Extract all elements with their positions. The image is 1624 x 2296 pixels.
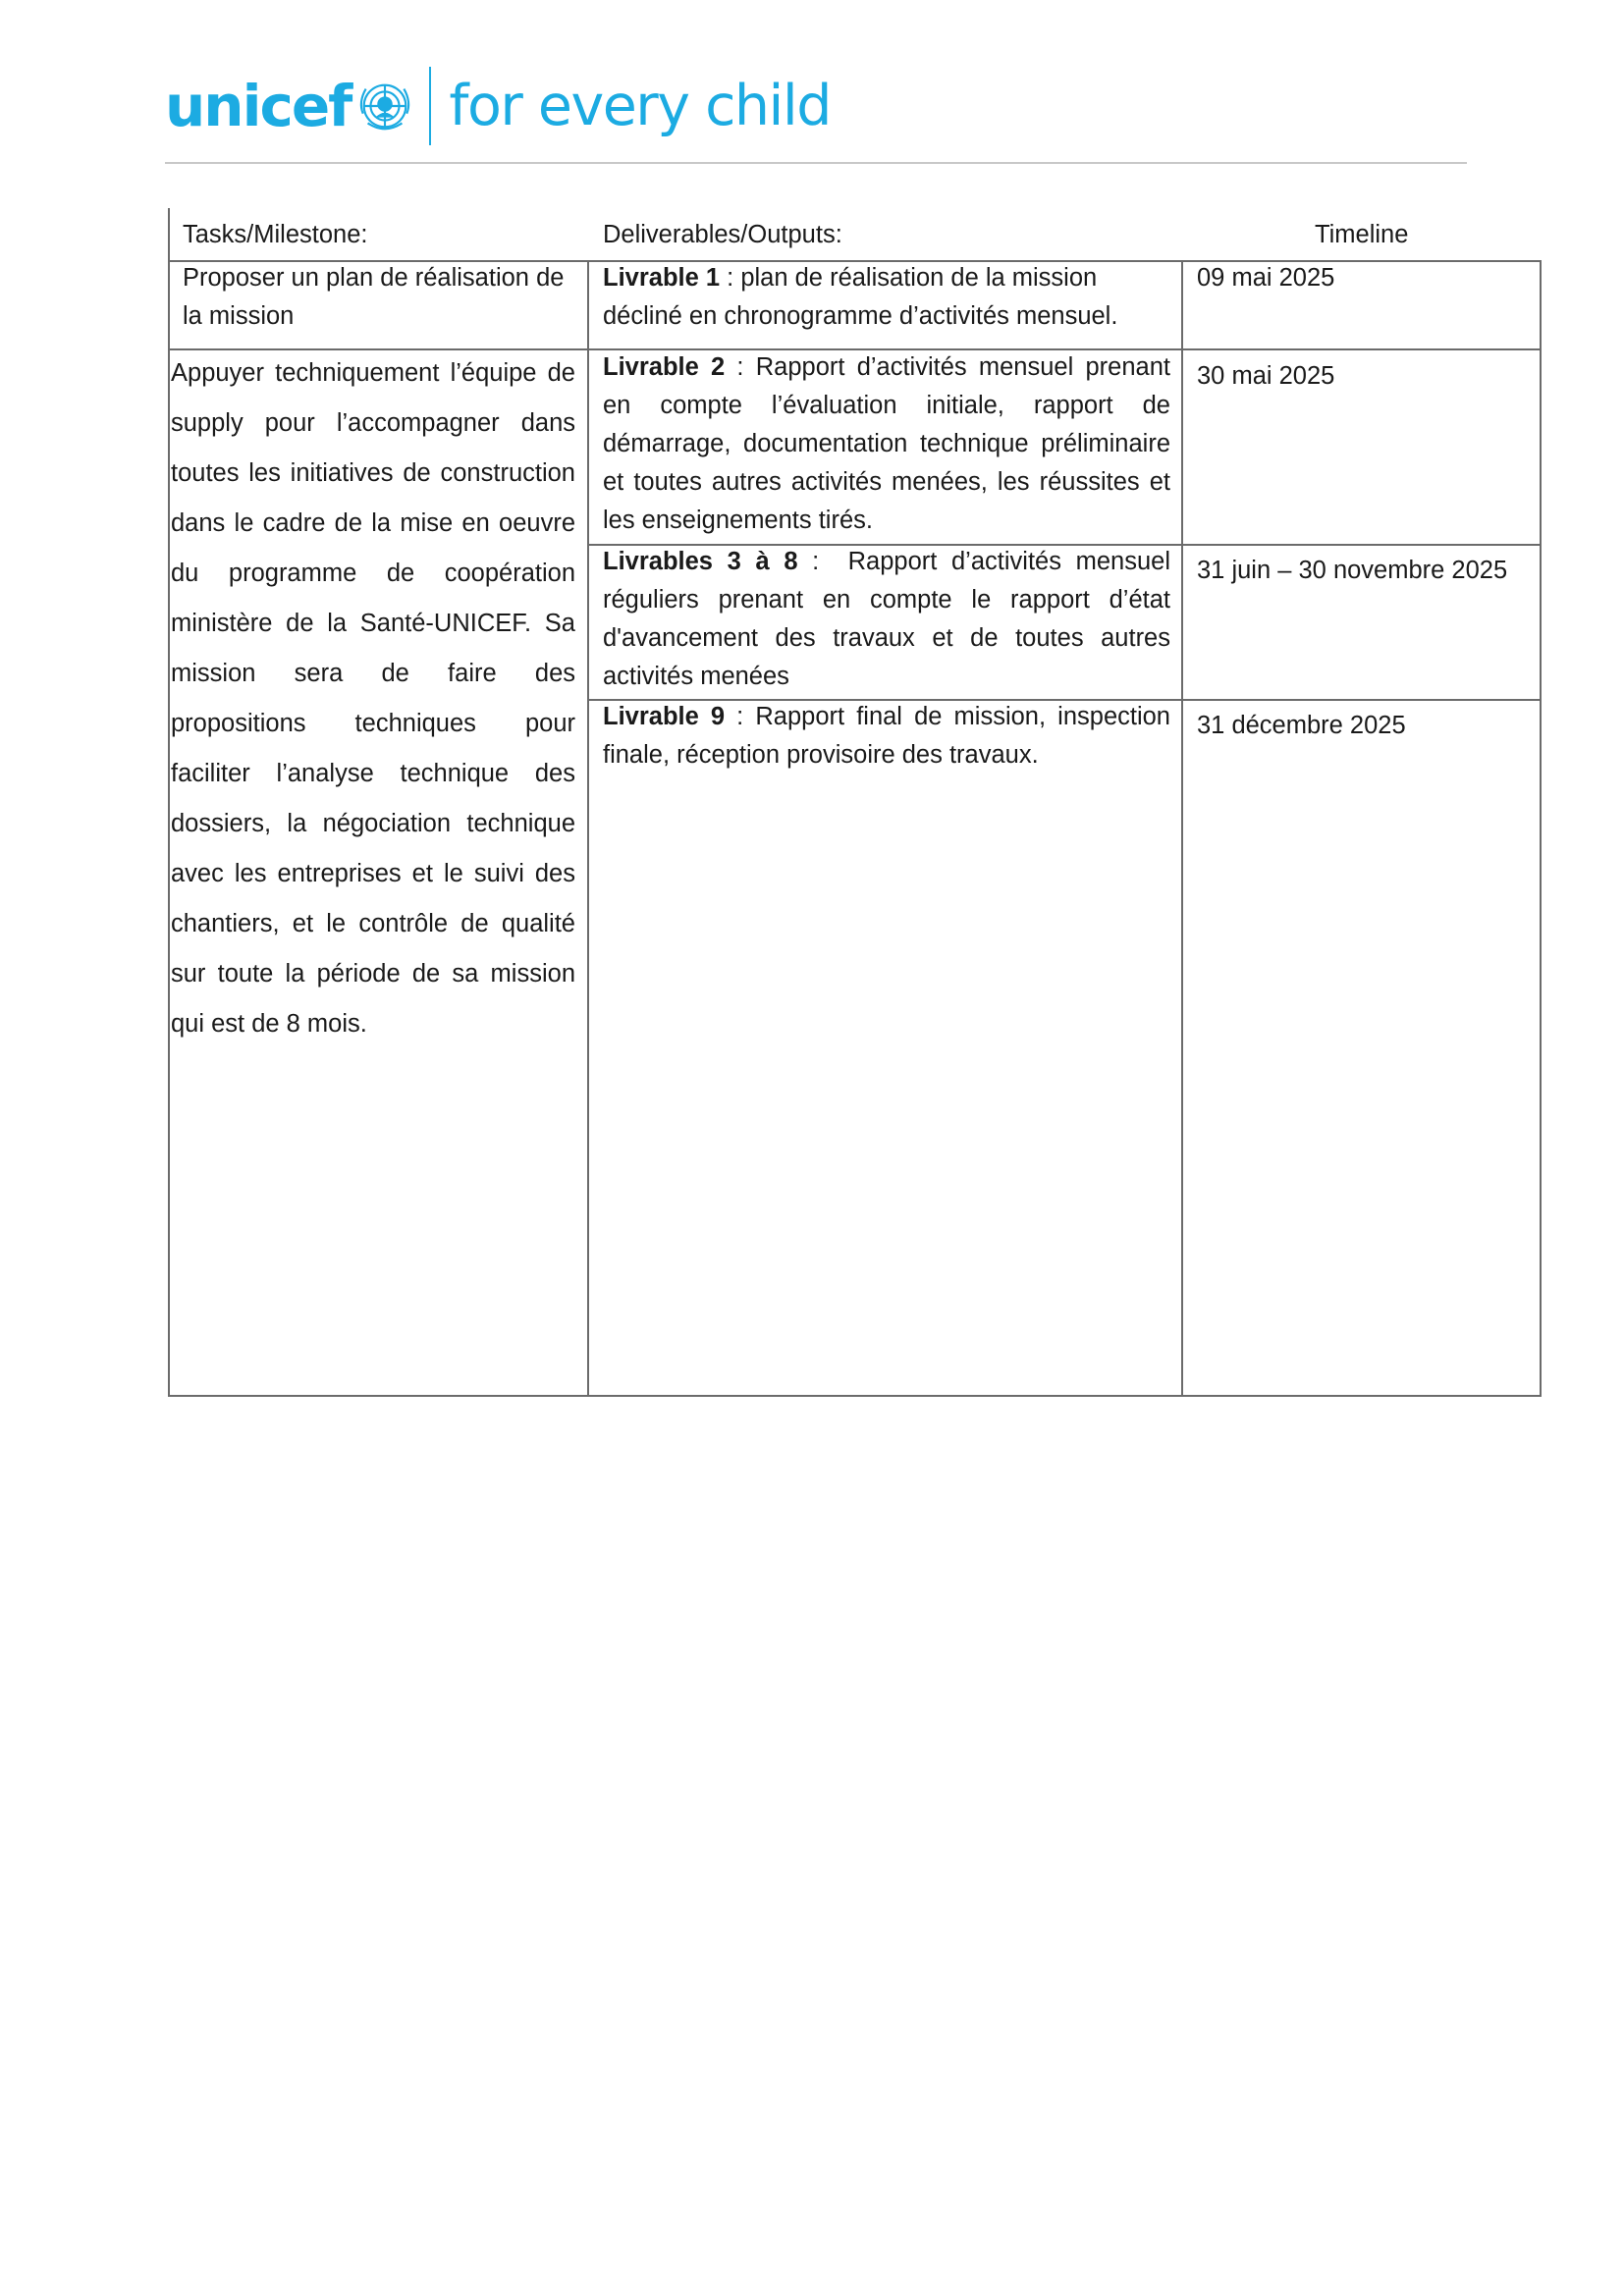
deliverable-2-label: Livrable 2 — [603, 353, 726, 381]
deliverable-2-separator: : — [725, 353, 756, 381]
deliverable-1-text: plan de réalisation de la mission décliné en chronogramme d’activités mensuel. — [603, 264, 1118, 330]
logo-divider — [429, 67, 431, 145]
deliverable-1 — [603, 259, 1172, 336]
page-header — [165, 65, 831, 147]
deliverable-1-label: Livrable 1 — [603, 264, 721, 292]
task-1-text: Proposer un plan de réalisation de la mission — [183, 264, 565, 330]
deliverable-9-separator: : — [725, 703, 756, 730]
deliverable-3-8-text: Rapport d’activités mensuel réguliers prenant en compte le rapport d’état d'avancement des travaux et de toutes autres activités menées — [603, 548, 1171, 690]
timeline-3-8: 31 juin – 30 novembre 2025 — [1197, 557, 1508, 584]
column-divider-2 — [1181, 260, 1183, 1397]
un-emblem-icon — [354, 76, 415, 136]
header-timeline: Timeline — [1315, 221, 1409, 248]
table-border-left — [168, 208, 170, 1397]
task-2-text: Appuyer techniquement l’équipe de supply pour l’accompagner dans toutes les initiatives de construction dans le cadre de la mise en oeuvre du programme de coopération ministère de la Santé-UNICEF. Sa mission sera de faire des propositions techniques pour faciliter l’analyse technique des dossiers, la négociation technique avec les entreprises et le suivi des chantiers, et le contrôle de qualité sur toute la période de sa mission qui est de 8 mois. — [171, 359, 575, 1038]
table-bottom-rule — [168, 1395, 1542, 1397]
timeline-1: 09 mai 2025 — [1197, 264, 1335, 292]
deliverable-9-label: Livrable 9 — [603, 703, 726, 730]
deliverable-2 — [603, 348, 1170, 540]
timeline-9: 31 décembre 2025 — [1197, 712, 1406, 739]
deliverable-9-text: Rapport final de mission, inspection finale, réception provisoire des travaux. — [603, 703, 1170, 769]
header-rule — [165, 162, 1467, 164]
deliverable-2-text: Rapport d’activités mensuel prenant en compte l’évaluation initiale, rapport de démarrage, documentation technique préliminaire et toutes autres activités menées, les réussites et les enseignements tirés. — [603, 353, 1170, 534]
deliverable-3-8 — [603, 543, 1170, 696]
tagline: for every child — [449, 73, 831, 138]
deliverables-table — [168, 208, 1542, 1397]
deliverable-3-8-separator: : — [797, 548, 848, 575]
deliverable-3-8-label: Livrables 3 à 8 — [603, 548, 798, 575]
header-deliverables: Deliverables/Outputs: — [603, 221, 842, 248]
header-tasks: Tasks/Milestone: — [183, 221, 368, 248]
column-divider-1 — [587, 260, 589, 1397]
deliverable-1-separator: : — [720, 264, 741, 292]
unicef-logo-text: unicef — [165, 73, 352, 139]
timeline-2: 30 mai 2025 — [1197, 362, 1335, 390]
table-border-right — [1540, 260, 1542, 1397]
deliverable-9 — [603, 698, 1170, 774]
